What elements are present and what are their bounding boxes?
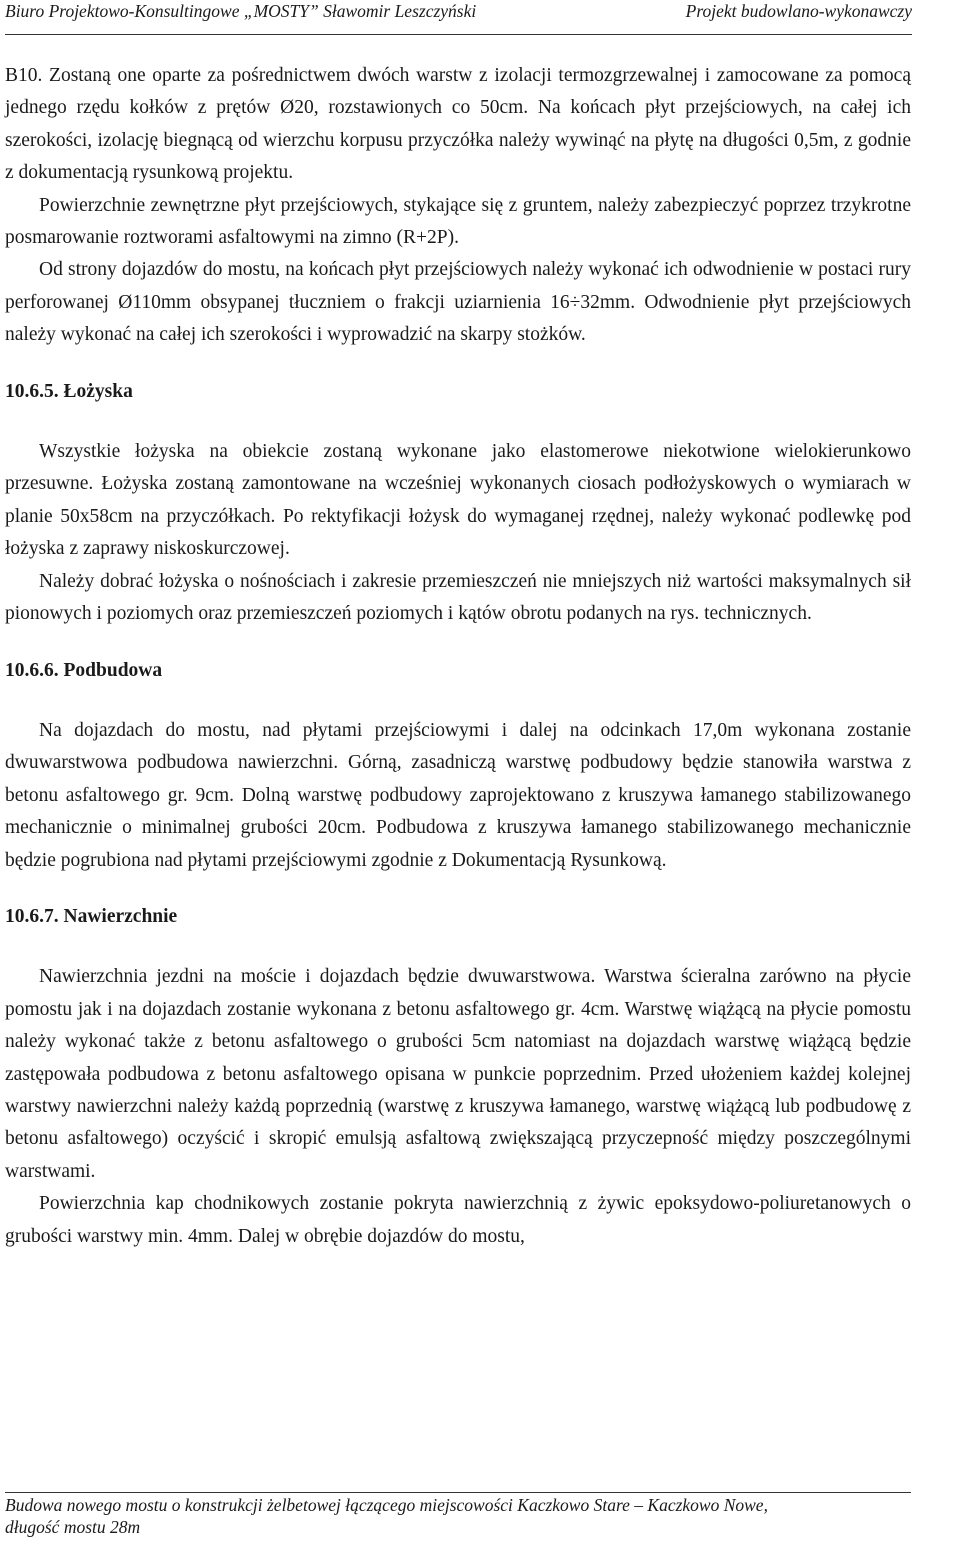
paragraph-bearings: Wszystkie łożyska na obiekcie zostaną wykonane jako elastomerowe niekotwione wielokierunkowo przesuwne. Łożyska zostaną zamontowane na wcześniej wykonanych ciosach podłożyskowych o wymiarach w planie 50x58cm na przyczółkach. Po rektyfikacji łożysk do wymaganej rzędnej, należy wykonać podlewkę pod łożyska z zaprawy niskoskurczowej. bbox=[5, 441, 911, 560]
header-company: Biuro Projektowo-Konsultingowe „MOSTY” Sławomir Leszczyński bbox=[5, 1, 477, 21]
page-footer bbox=[5, 1492, 911, 1538]
paragraph-surface-protection: Powierzchnie zewnętrzne płyt przejściowych, stykające się z gruntem, należy zabezpieczyć poprzez trzykrotne posmarowanie roztworami asfaltowymi na zimno (R+2P). bbox=[5, 194, 911, 249]
paragraph-subbase: Na dojazdach do mostu, nad płytami przejściowymi i dalej na odcinkach 17,0m wykonana zostanie dwuwarstwowa podbudowa nawierzchni. Górną, zasadniczą warstwę podbudowy będzie stanowiła warstwa z betonu asfaltowego gr. 9cm. Dolną warstwę podbudowy zaprojektowano z kruszywa łamanego stabilizowanego mechanicznie o minimalnej grubości 20cm. Podbudowa z kruszywa łamanego stabilizowanego mechanicznie będzie pogrubiona nad płytami przejściowymi zgodnie z Dokumentacją Rysunkową. bbox=[5, 719, 911, 871]
footer-bridge-length: długość mostu 28m bbox=[5, 1517, 141, 1537]
section-heading-pavements: 10.6.7. Nawierzchnie bbox=[5, 905, 178, 927]
paragraph-bearings-selection: Należy dobrać łożyska o nośnościach i zakresie przemieszczeń nie mniejszych niż wartości maksymalnych sił pionowych i poziomych oraz przemieszczeń poziomych i kątów obrotu podanych na rys. technicznych. bbox=[5, 570, 911, 625]
paragraph-pavement-layers: Nawierzchnia jezdni na moście i dojazdach będzie dwuwarstwowa. Warstwa ścieralna zarówno na płycie pomostu jak i na dojazdach zostanie wykonana z betonu asfaltowego gr. 4cm. Warstwę wiążącą na płycie pomostu należy wykonać także z betonu asfaltowego o grubości 5cm natomiast na dojazdach warstwę wiążącą będzie zastępowała podbudowa z betonu asfaltowego opisana w punkcie poprzednim. Przed ułożeniem każdej kolejnej warstwy nawierzchni należy każdą poprzednią (warstwę z kruszywa łamanego, warstwę wiążącą lub podbudowę z betonu asfaltowego) oczyścić i skropić emulsją asfaltową zwiększającą przyczepność między poszczególnymi warstwami. bbox=[5, 966, 911, 1182]
paragraph-drainage: Od strony dojazdów do mostu, na końcach płyt przejściowych należy wykonać ich odwodnienie w postaci rury perforowanej Ø110mm obsypanej tłuczniem o frakcji uziarnienia 16÷32mm. Odwodnienie płyt przejściowych należy wykonać na całej ich szerokości i wyprowadzić na skarpy stożków. bbox=[5, 259, 911, 346]
section-heading-bearings: 10.6.5. Łożyska bbox=[5, 380, 133, 402]
page-header bbox=[5, 0, 912, 35]
section-heading-subbase: 10.6.6. Podbudowa bbox=[5, 659, 163, 681]
paragraph-sidewalk-surface: Powierzchnia kap chodnikowych zostanie pokryta nawierzchnią z żywic epoksydowo-poliuretanowych o grubości warstwy min. 4mm. Dalej w obrębie dojazdów do mostu, bbox=[5, 1193, 911, 1247]
document-body bbox=[5, 60, 911, 1253]
paragraph-insulation: B10. Zostaną one oparte za pośrednictwem dwóch warstw z izolacji termozgrzewalnej i zamocowane za pomocą jednego rzędu kołków z prętów Ø20, rozstawionych co 50cm. Na końcach płyt przejściowych, na całej ich szerokości, izolację biegnącą od wierzchu korpusu przyczółka należy wywinąć na płytę na długości 0,5m, z godnie z dokumentacją rysunkową projektu. bbox=[5, 65, 911, 184]
footer-project-name: Budowa nowego mostu o konstrukcji żelbetowej łączącego miejscowości Kaczkowo Stare – Kaczkowo Nowe, bbox=[5, 1495, 768, 1515]
header-project-type: Projekt budowlano-wykonawczy bbox=[685, 1, 912, 21]
